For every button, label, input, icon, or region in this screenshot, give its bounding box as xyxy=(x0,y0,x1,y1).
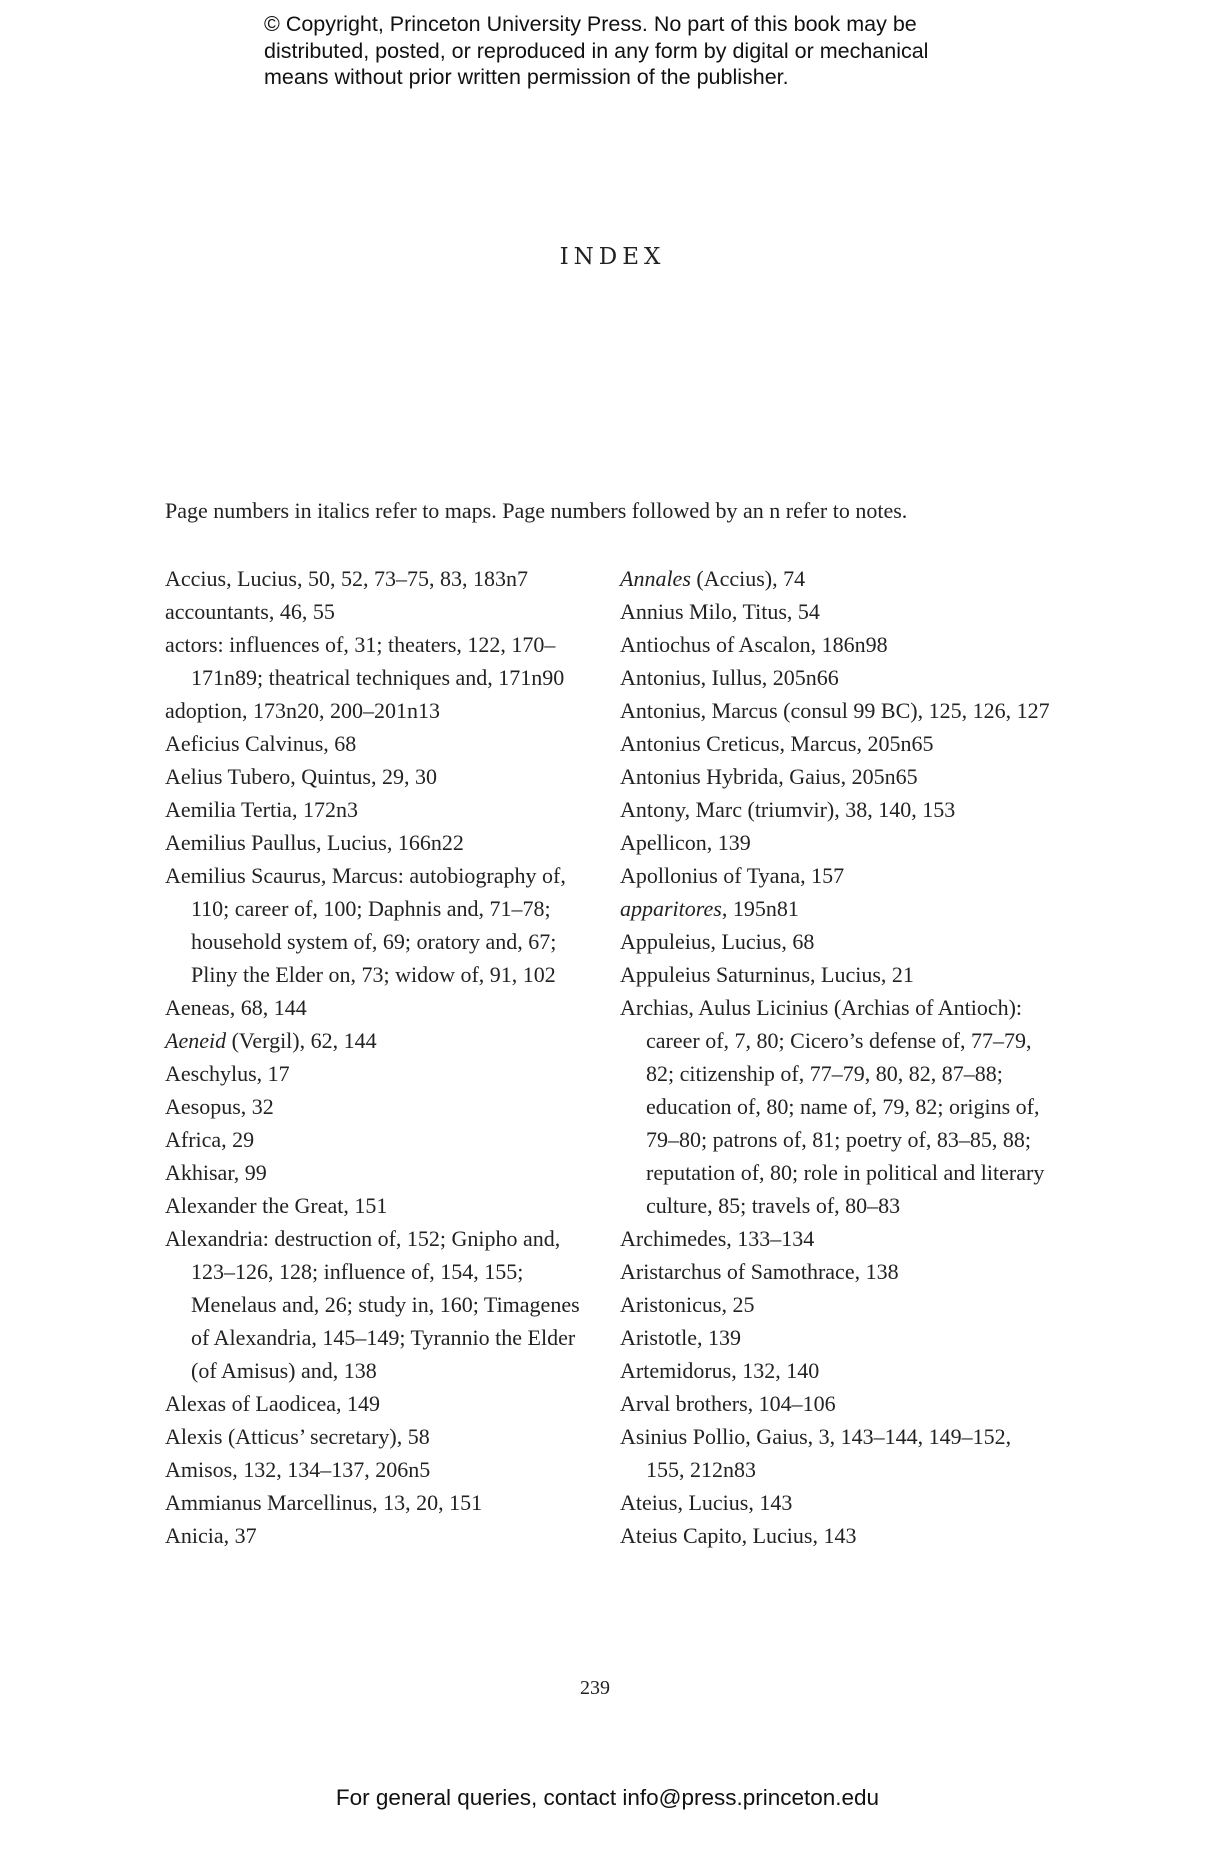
index-entry-text: Aemilia Tertia, 172n3 xyxy=(165,797,358,822)
index-entry-text: Aelius Tubero, Quintus, 29, 30 xyxy=(165,764,437,789)
index-entry xyxy=(620,892,1050,925)
index-entry xyxy=(620,760,1050,793)
index-entry-text: Arval brothers, 104–106 xyxy=(620,1391,836,1416)
index-entry-text: Aeficius Calvinus, 68 xyxy=(165,731,357,756)
index-entry xyxy=(620,958,1050,991)
index-entry xyxy=(165,991,595,1024)
index-entry-text: Aristarchus of Samothrace, 138 xyxy=(620,1259,899,1284)
index-entry xyxy=(620,727,1050,760)
index-entry xyxy=(165,727,595,760)
index-entry-text: Alexandria: destruction of, 152; Gnipho and, 123–126, 128; influence of, 154, 155; Menelaus and, 26; study in, 160; Timagenes of Alexandria, 145–149; Tyrannio the Elder (of Amisus) and, 138 xyxy=(165,1226,580,1383)
index-entry-text: Africa, 29 xyxy=(165,1127,255,1152)
index-entry-text: actors: influences of, 31; theaters, 122, 170–171n89; theatrical techniques and, 171n90 xyxy=(165,632,565,690)
index-entry-text: Antiochus of Ascalon, 186n98 xyxy=(620,632,888,657)
index-entry xyxy=(620,1387,1050,1420)
index-entry-text: Alexas of Laodicea, 149 xyxy=(165,1391,381,1416)
index-entry xyxy=(620,1321,1050,1354)
index-entry xyxy=(165,1189,595,1222)
index-entry-text: Anicia, 37 xyxy=(165,1523,257,1548)
index-entry xyxy=(165,1486,595,1519)
index-entry xyxy=(620,1354,1050,1387)
index-entry-text: Ateius Capito, Lucius, 143 xyxy=(620,1523,857,1548)
index-entry-text: Antonius Hybrida, Gaius, 205n65 xyxy=(620,764,918,789)
index-entry xyxy=(620,859,1050,892)
index-entry xyxy=(165,760,595,793)
index-entry xyxy=(165,1024,595,1057)
footer-contact: For general queries, contact info@press.princeton.edu xyxy=(335,1785,880,1810)
index-entry xyxy=(620,826,1050,859)
index-entry xyxy=(620,1288,1050,1321)
index-entry-text: Amisos, 132, 134–137, 206n5 xyxy=(165,1457,431,1482)
page-title: INDEX xyxy=(559,244,666,270)
index-entry xyxy=(620,595,1050,628)
index-entry xyxy=(165,859,595,991)
index-entry xyxy=(165,1387,595,1420)
index-entry-text: Alexis (Atticus’ secretary), 58 xyxy=(165,1424,430,1449)
index-entry-text: Ammianus Marcellinus, 13, 20, 151 xyxy=(165,1490,483,1515)
index-entry-text: Aeschylus, 17 xyxy=(165,1061,290,1086)
index-entry xyxy=(620,1486,1050,1519)
index-entry xyxy=(165,562,595,595)
copyright-line: © Copyright, Princeton University Press. No part of this book may be xyxy=(264,12,917,36)
copyright-notice xyxy=(264,11,1024,91)
index-entry xyxy=(620,793,1050,826)
index-entry-text: (Vergil), 62, 144 xyxy=(226,1028,377,1053)
index-entry-text: Annius Milo, Titus, 54 xyxy=(620,599,820,624)
index-entry xyxy=(620,991,1050,1222)
index-entry-text: Antonius Creticus, Marcus, 205n65 xyxy=(620,731,934,756)
index-entry-text: Aemilius Paullus, Lucius, 166n22 xyxy=(165,830,464,855)
index-entry xyxy=(620,1420,1050,1486)
index-entry xyxy=(165,793,595,826)
index-entry-text: Artemidorus, 132, 140 xyxy=(620,1358,820,1383)
index-entry-text: (Accius), 74 xyxy=(690,566,806,591)
page-number: 239 xyxy=(580,1677,610,1699)
index-entry-text: Appuleius Saturninus, Lucius, 21 xyxy=(620,962,914,987)
index-entry-italic-title: Aeneid xyxy=(165,1028,227,1053)
index-entry xyxy=(620,1222,1050,1255)
index-entry-text: Asinius Pollio, Gaius, 3, 143–144, 149–152, 155, 212n83 xyxy=(620,1424,1012,1482)
index-entry xyxy=(165,1156,595,1189)
index-entry-text: Aeneas, 68, 144 xyxy=(165,995,307,1020)
index-entry-text: Aristonicus, 25 xyxy=(620,1292,755,1317)
index-entry-text: Archias, Aulus Licinius (Archias of Antioch): career of, 7, 80; Cicero’s defense of, 77–79, 82; citizenship of, 77–79, 80, 82, 87–88; education of, 80; name of, 79, 82; origins of, 79–80; patrons of, 81; poetry of, 83–85, 88; reputation of, 80; role in political and literary culture, 85; travels of, 80–83 xyxy=(620,995,1045,1218)
index-entry xyxy=(165,1519,595,1552)
index-entry xyxy=(165,1420,595,1453)
index-entry-text: Aemilius Scaurus, Marcus: autobiography of, 110; career of, 100; Daphnis and, 71–78; household system of, 69; oratory and, 67; Pliny the Elder on, 73; widow of, 91, 102 xyxy=(165,863,566,987)
index-entry-text: Apellicon, 139 xyxy=(620,830,751,855)
index-entry xyxy=(165,1453,595,1486)
index-entry-italic-title: apparitores xyxy=(620,896,722,921)
copyright-line: distributed, posted, or reproduced in any form by digital or mechanical xyxy=(264,38,929,63)
index-entry-text: Antonius, Marcus (consul 99 BC), 125, 126, 127 xyxy=(620,698,1050,723)
index-entry xyxy=(620,661,1050,694)
index-entry xyxy=(620,925,1050,958)
index-entry xyxy=(620,1519,1050,1552)
index-entry xyxy=(620,694,1050,727)
index-entry-text: Apollonius of Tyana, 157 xyxy=(620,863,845,888)
index-entry xyxy=(165,628,595,694)
index-entry xyxy=(620,628,1050,661)
index-entry-text: Archimedes, 133–134 xyxy=(620,1226,815,1251)
index-entry-text: Alexander the Great, 151 xyxy=(165,1193,388,1218)
index-entry-text: Antony, Marc (triumvir), 38, 140, 153 xyxy=(620,797,956,822)
index-column-right xyxy=(620,562,1050,1552)
index-entry-text: Appuleius, Lucius, 68 xyxy=(620,929,815,954)
index-entry xyxy=(165,826,595,859)
index-entry-text: adoption, 173n20, 200–201n13 xyxy=(165,698,440,723)
index-column-left xyxy=(165,562,595,1552)
copyright-line: means without prior written permission of the publisher. xyxy=(264,65,789,89)
index-entry xyxy=(165,1090,595,1123)
index-entry-text: Accius, Lucius, 50, 52, 73–75, 83, 183n7 xyxy=(165,566,528,591)
index-entry-text: Aesopus, 32 xyxy=(165,1094,274,1119)
index-note: Page numbers in italics refer to maps. Page numbers followed by an n refer to notes. xyxy=(165,498,908,523)
index-entry xyxy=(165,1123,595,1156)
index-entry-text: , 195n81 xyxy=(721,896,799,921)
index-entry xyxy=(165,1222,595,1387)
index-entry-italic-title: Annales xyxy=(620,566,691,591)
index-entry-text: Ateius, Lucius, 143 xyxy=(620,1490,793,1515)
index-entry xyxy=(165,1057,595,1090)
index-entry xyxy=(620,1255,1050,1288)
index-entry-text: Aristotle, 139 xyxy=(620,1325,741,1350)
index-entry-text: Akhisar, 99 xyxy=(165,1160,267,1185)
index-entry xyxy=(165,595,595,628)
index-entry-text: accountants, 46, 55 xyxy=(165,599,335,624)
index-entry-text: Antonius, Iullus, 205n66 xyxy=(620,665,839,690)
index-entry xyxy=(165,694,595,727)
index-entry xyxy=(620,562,1050,595)
